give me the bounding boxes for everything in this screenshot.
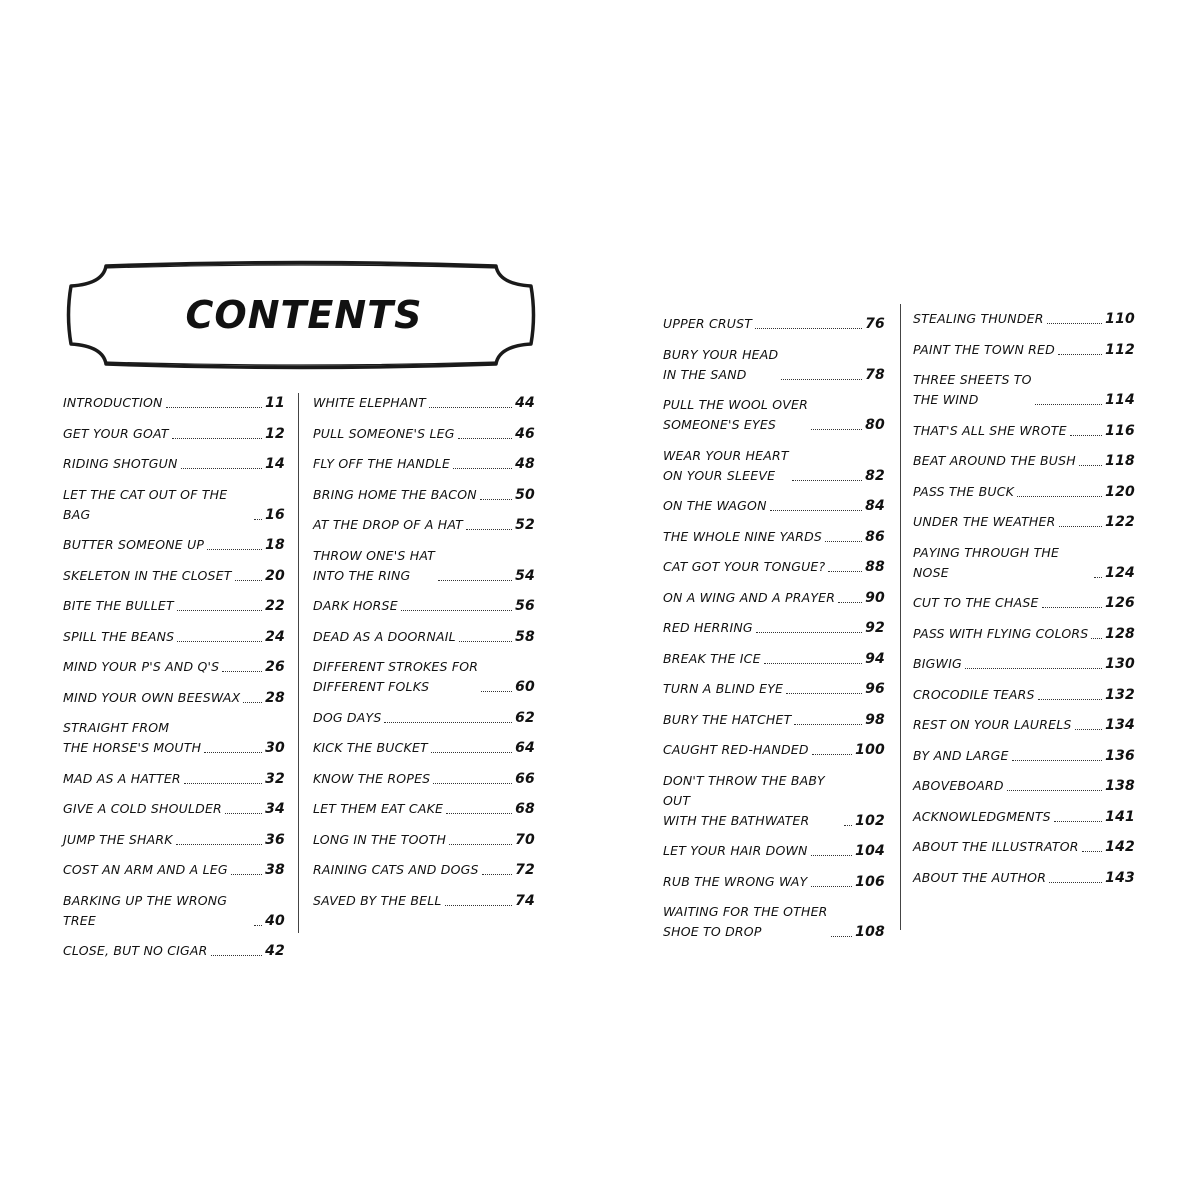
toc-entry-page: 32: [265, 770, 285, 787]
dot-leader: [445, 905, 513, 906]
dot-leader: [1042, 607, 1103, 608]
toc-entry: [663, 740, 885, 760]
dot-leader: [965, 668, 1102, 669]
toc-entry: [63, 535, 285, 555]
dot-leader: [181, 468, 263, 469]
toc-entry: [313, 860, 535, 880]
toc-entry-title: BARKING UP THE WRONG TREE: [63, 892, 228, 928]
toc-entry-page: 98: [865, 711, 885, 728]
toc-entry-title: DOG DAYS: [313, 709, 382, 725]
toc-entry-page: 82: [865, 467, 885, 484]
dot-leader: [1094, 577, 1102, 578]
dot-leader: [1038, 699, 1103, 700]
dot-leader: [755, 328, 862, 329]
toc-entry-page: 72: [515, 862, 535, 878]
toc-column-2: [313, 393, 535, 921]
toc-entry: [913, 715, 1135, 735]
dot-leader: [825, 541, 862, 542]
dot-leader: [1049, 882, 1102, 883]
toc-entry-title: LET YOUR HAIR DOWN: [663, 843, 808, 858]
toc-entry-page: 118: [1105, 453, 1135, 469]
toc-entry-page: 84: [865, 498, 885, 514]
toc-entry-page: 100: [855, 742, 885, 758]
toc-entry-page: 64: [515, 740, 535, 756]
toc-entry: [913, 340, 1135, 360]
dot-leader: [1079, 465, 1102, 466]
toc-entry-page: 141: [1105, 808, 1135, 825]
toc-entry-title: BURY YOUR HEAD IN THE SAND: [663, 346, 779, 382]
toc-entry-page: 86: [865, 528, 885, 545]
toc-entry: [913, 593, 1135, 613]
page-title: CONTENTS: [185, 293, 423, 337]
column-divider-left: [298, 393, 299, 933]
toc-entry: [313, 738, 535, 758]
toc-entry-title: LET THE CAT OUT OF THE BAG: [63, 486, 228, 522]
toc-entry-title: BURY THE HATCHET: [663, 711, 792, 727]
toc-entry-title: WHITE ELEPHANT: [313, 395, 426, 410]
toc-entry-title: SKELETON IN THE CLOSET: [63, 567, 232, 583]
toc-entry: [913, 421, 1135, 441]
toc-entry-title: SPILL THE BEANS: [63, 628, 175, 644]
toc-entry-title: MIND YOUR P'S AND Q'S: [63, 659, 220, 674]
dot-leader: [184, 783, 262, 784]
toc-entry-title: LET THEM EAT CAKE: [313, 801, 444, 816]
toc-entry-title: AT THE DROP OF A HAT: [313, 517, 464, 532]
toc-entry: [663, 841, 885, 861]
toc-entry: [913, 370, 1135, 410]
dot-leader: [1047, 323, 1103, 324]
toc-entry-page: 110: [1105, 311, 1135, 327]
dot-leader: [446, 813, 512, 814]
dot-leader: [1091, 638, 1102, 639]
toc-entry-title: REST ON YOUR LAURELS: [913, 717, 1072, 732]
toc-entry-page: 138: [1105, 778, 1135, 794]
dot-leader: [235, 580, 262, 581]
toc-entry-page: 122: [1105, 514, 1135, 530]
toc-entry-page: 94: [865, 650, 885, 667]
toc-entry-page: 66: [515, 770, 535, 787]
toc-entry-page: 142: [1105, 839, 1135, 855]
toc-entry: [913, 654, 1135, 674]
toc-entry-title: CUT TO THE CHASE: [913, 595, 1039, 610]
toc-entry-title: ON THE WAGON: [663, 498, 767, 513]
dot-leader: [1082, 851, 1103, 852]
toc-entry-page: 124: [1105, 564, 1135, 581]
toc-entry: [913, 543, 1135, 583]
toc-entry-page: 134: [1105, 717, 1135, 733]
toc-entry: [313, 769, 535, 789]
dot-leader: [811, 429, 862, 430]
toc-entry-title: DON'T THROW THE BABY OUT WITH THE BATHWATER: [663, 772, 825, 828]
toc-entry: [663, 872, 885, 892]
toc-entry: [63, 627, 285, 647]
toc-entry-page: 108: [855, 924, 885, 940]
dot-leader: [231, 874, 262, 875]
dot-leader: [177, 641, 262, 642]
toc-entry-page: 74: [515, 892, 535, 909]
toc-entry-page: 16: [265, 506, 285, 523]
dot-leader: [792, 480, 862, 481]
dot-leader: [225, 813, 262, 814]
dot-leader: [453, 468, 512, 469]
dot-leader: [1012, 760, 1103, 761]
toc-entry: [913, 746, 1135, 766]
dot-leader: [756, 632, 862, 633]
dot-leader: [449, 844, 512, 845]
dot-leader: [481, 691, 512, 692]
toc-entry: [313, 515, 535, 535]
toc-entry-title: ON A WING AND A PRAYER: [663, 589, 836, 605]
toc-entry-page: 48: [515, 456, 535, 472]
toc-entry-title: BRING HOME THE BACON: [313, 486, 477, 502]
dot-leader: [176, 844, 263, 845]
toc-entry-page: 132: [1105, 686, 1135, 703]
toc-entry: [663, 557, 885, 577]
toc-entry-title: UPPER CRUST: [663, 316, 753, 331]
toc-entry-title: CROCODILE TEARS: [913, 686, 1035, 702]
toc-entry-page: 80: [865, 417, 885, 433]
dot-leader: [431, 752, 512, 753]
toc-entry: [313, 393, 535, 413]
toc-entry-title: DIFFERENT STROKES FOR DIFFERENT FOLKS: [313, 659, 479, 694]
toc-entry: [63, 799, 285, 819]
toc-entry: [63, 566, 285, 586]
toc-entry-title: INTRODUCTION: [63, 395, 163, 410]
toc-entry-title: THAT'S ALL SHE WROTE: [913, 422, 1067, 438]
toc-entry-page: 106: [855, 873, 885, 890]
toc-entry-page: 70: [515, 831, 535, 848]
dot-leader: [794, 724, 862, 725]
toc-entry-title: MIND YOUR OWN BEESWAX: [63, 689, 241, 705]
toc-entry: [913, 868, 1135, 888]
toc-entry-page: 120: [1105, 483, 1135, 500]
toc-entry-page: 90: [865, 589, 885, 606]
toc-entry: [63, 596, 285, 616]
toc-entry: [913, 482, 1135, 502]
toc-entry-title: PASS THE BUCK: [913, 483, 1015, 499]
dot-leader: [786, 693, 862, 694]
toc-entry-title: THE WHOLE NINE YARDS: [663, 528, 823, 544]
toc-entry-title: CLOSE, BUT NO CIGAR: [63, 943, 208, 958]
toc-entry: [663, 395, 885, 435]
column-divider-right: [900, 304, 901, 930]
toc-entry-page: 12: [265, 425, 285, 442]
toc-entry: [663, 446, 885, 486]
toc-entry-page: 50: [515, 486, 535, 503]
toc-entry-title: ABOVEBOARD: [913, 778, 1004, 793]
dot-leader: [177, 610, 262, 611]
dot-leader: [1058, 354, 1102, 355]
toc-column-4: [913, 309, 1135, 898]
toc-entry-page: 44: [515, 395, 535, 411]
toc-entry-page: 22: [265, 598, 285, 614]
dot-leader: [459, 641, 512, 642]
toc-entry: [313, 424, 535, 444]
dot-leader: [844, 825, 852, 826]
toc-entry-page: 11: [265, 395, 285, 411]
toc-entry-page: 46: [515, 425, 535, 442]
toc-entry-page: 126: [1105, 595, 1135, 611]
toc-entry-title: RIDING SHOTGUN: [63, 456, 178, 471]
toc-entry: [63, 688, 285, 708]
toc-entry-title: KICK THE BUCKET: [313, 740, 428, 755]
dot-leader: [243, 702, 262, 703]
dot-leader: [222, 671, 262, 672]
toc-entry: [313, 891, 535, 911]
toc-entry: [313, 799, 535, 819]
toc-entry-page: 38: [265, 862, 285, 878]
toc-entry: [313, 830, 535, 850]
toc-entry-page: 40: [265, 912, 285, 929]
dot-leader: [254, 925, 262, 926]
toc-entry-title: ABOUT THE AUTHOR: [913, 869, 1047, 885]
toc-entry: [63, 941, 285, 961]
toc-entry: [63, 485, 285, 525]
toc-entry: [313, 546, 535, 586]
toc-entry-page: 62: [515, 709, 535, 726]
toc-entry-title: BITE THE BULLET: [63, 598, 174, 613]
toc-entry-title: STRAIGHT FROM THE HORSE'S MOUTH: [63, 720, 202, 755]
toc-entry: [63, 393, 285, 413]
toc-entry-title: GIVE A COLD SHOULDER: [63, 801, 222, 816]
toc-entry-title: LONG IN THE TOOTH: [313, 831, 447, 847]
toc-entry-page: 24: [265, 628, 285, 645]
toc-entry: [63, 454, 285, 474]
dot-leader: [172, 438, 262, 439]
dot-leader: [1075, 729, 1103, 730]
toc-entry-page: 54: [515, 567, 535, 584]
dot-leader: [1059, 526, 1103, 527]
toc-entry: [913, 451, 1135, 471]
toc-entry-title: COST AN ARM AND A LEG: [63, 862, 228, 877]
toc-entry-title: SAVED BY THE BELL: [313, 892, 442, 908]
toc-entry-title: FLY OFF THE HANDLE: [313, 456, 451, 471]
toc-entry-page: 60: [515, 679, 535, 695]
dot-leader: [828, 571, 862, 572]
dot-leader: [781, 379, 862, 380]
toc-column-1: [63, 393, 285, 972]
toc-entry: [313, 708, 535, 728]
dot-leader: [1017, 496, 1102, 497]
toc-entry-title: ACKNOWLEDGMENTS: [913, 808, 1051, 824]
toc-entry: [663, 771, 885, 831]
toc-entry-page: 56: [515, 598, 535, 614]
toc-entry-page: 28: [265, 689, 285, 706]
toc-entry: [63, 769, 285, 789]
contents-title-plate: [58, 258, 544, 372]
dot-leader: [166, 407, 262, 408]
toc-entry: [63, 830, 285, 850]
toc-entry: [913, 512, 1135, 532]
toc-entry-page: 92: [865, 620, 885, 636]
toc-entry-title: PULL SOMEONE'S LEG: [313, 425, 455, 441]
dot-leader: [204, 752, 262, 753]
toc-entry: [913, 624, 1135, 644]
toc-column-3: [663, 314, 885, 953]
toc-entry: [663, 527, 885, 547]
dot-leader: [770, 510, 862, 511]
toc-entry-page: 14: [265, 456, 285, 472]
toc-entry: [913, 837, 1135, 857]
toc-entry-title: GET YOUR GOAT: [63, 425, 169, 441]
toc-entry: [313, 454, 535, 474]
dot-leader: [211, 955, 263, 956]
dot-leader: [207, 549, 262, 550]
toc-entry: [313, 627, 535, 647]
dot-leader: [1035, 404, 1103, 405]
toc-entry-title: BEAT AROUND THE BUSH: [913, 453, 1076, 468]
toc-entry-page: 114: [1105, 392, 1135, 408]
toc-entry-title: WAITING FOR THE OTHER SHOE TO DROP: [663, 904, 828, 939]
toc-entry: [313, 596, 535, 616]
dot-leader: [1007, 790, 1102, 791]
toc-entry: [913, 309, 1135, 329]
toc-entry: [663, 710, 885, 730]
toc-entry-title: DARK HORSE: [313, 598, 398, 613]
toc-entry: [663, 588, 885, 608]
dot-leader: [831, 936, 853, 937]
toc-entry-page: 78: [865, 366, 885, 383]
toc-entry: [63, 860, 285, 880]
toc-entry-title: DEAD AS A DOORNAIL: [313, 628, 456, 644]
toc-entry-page: 36: [265, 831, 285, 848]
toc-entry-page: 128: [1105, 625, 1135, 642]
toc-entry: [913, 685, 1135, 705]
toc-entry-page: 26: [265, 659, 285, 675]
dot-leader: [812, 754, 852, 755]
toc-entry-title: UNDER THE WEATHER: [913, 514, 1056, 529]
toc-entry-page: 143: [1105, 869, 1135, 886]
dot-leader: [811, 855, 853, 856]
dot-leader: [438, 580, 512, 581]
toc-entry-page: 96: [865, 681, 885, 697]
toc-entry-page: 102: [855, 812, 885, 829]
toc-entry: [663, 649, 885, 669]
toc-entry-title: RED HERRING: [663, 620, 753, 635]
toc-entry-title: THROW ONE'S HAT INTO THE RING: [313, 547, 436, 583]
toc-entry: [913, 776, 1135, 796]
toc-entry-title: PASS WITH FLYING COLORS: [913, 625, 1089, 641]
toc-entry: [313, 657, 535, 697]
toc-entry-page: 104: [855, 843, 885, 859]
dot-leader: [384, 722, 512, 723]
toc-entry-title: KNOW THE ROPES: [313, 770, 431, 786]
toc-entry-title: CAT GOT YOUR TONGUE?: [663, 559, 826, 574]
toc-entry: [63, 657, 285, 677]
toc-entry-title: CAUGHT RED-HANDED: [663, 742, 809, 757]
toc-entry-page: 116: [1105, 422, 1135, 439]
toc-entry-page: 34: [265, 801, 285, 817]
toc-entry-title: ABOUT THE ILLUSTRATOR: [913, 839, 1079, 854]
toc-entry: [663, 679, 885, 699]
toc-entry-page: 58: [515, 628, 535, 645]
toc-entry-title: BUTTER SOMEONE UP: [63, 537, 205, 552]
toc-entry-title: PAYING THROUGH THE NOSE: [913, 544, 1060, 580]
toc-entry: [63, 718, 285, 758]
toc-entry: [663, 345, 885, 385]
toc-entry-title: BY AND LARGE: [913, 747, 1009, 763]
toc-entry-page: 136: [1105, 747, 1135, 764]
dot-leader: [764, 663, 862, 664]
dot-leader: [1070, 435, 1102, 436]
toc-entry: [663, 496, 885, 516]
dot-leader: [458, 438, 512, 439]
toc-entry: [663, 902, 885, 942]
toc-entry-page: 130: [1105, 656, 1135, 672]
dot-leader: [429, 407, 512, 408]
toc-entry-title: RUB THE WRONG WAY: [663, 873, 808, 889]
dot-leader: [401, 610, 512, 611]
toc-entry-title: STEALING THUNDER: [913, 311, 1044, 326]
toc-entry: [63, 424, 285, 444]
toc-entry: [663, 618, 885, 638]
toc-entry-title: MAD AS A HATTER: [63, 770, 181, 786]
toc-entry: [913, 807, 1135, 827]
toc-entry: [63, 891, 285, 931]
toc-entry-title: THREE SHEETS TO THE WIND: [913, 372, 1032, 407]
toc-entry-title: PAINT THE TOWN RED: [913, 341, 1055, 357]
dot-leader: [811, 886, 853, 887]
dot-leader: [254, 519, 262, 520]
toc-entry-page: 112: [1105, 341, 1135, 358]
toc-entry-title: BREAK THE ICE: [663, 650, 761, 666]
toc-entry-page: 42: [265, 943, 285, 959]
dot-leader: [480, 499, 512, 500]
toc-entry-page: 76: [865, 316, 885, 332]
dot-leader: [838, 602, 862, 603]
toc-entry-title: BIGWIG: [913, 656, 962, 671]
toc-entry-title: PULL THE WOOL OVER SOMEONE'S EYES: [663, 397, 809, 432]
toc-entry: [313, 485, 535, 505]
dot-leader: [1054, 821, 1102, 822]
dot-leader: [482, 874, 512, 875]
toc-entry-page: 20: [265, 567, 285, 584]
toc-entry-page: 68: [515, 801, 535, 817]
toc-entry-title: WEAR YOUR HEART ON YOUR SLEEVE: [663, 447, 789, 483]
dot-leader: [466, 529, 512, 530]
toc-entry-page: 88: [865, 559, 885, 575]
toc-entry-title: RAINING CATS AND DOGS: [313, 862, 479, 877]
toc-entry-title: TURN A BLIND EYE: [663, 681, 784, 696]
toc-entry-page: 30: [265, 740, 285, 756]
toc-entry-page: 18: [265, 537, 285, 553]
dot-leader: [433, 783, 512, 784]
toc-entry: [663, 314, 885, 334]
toc-entry-title: JUMP THE SHARK: [63, 831, 173, 847]
toc-entry-page: 52: [515, 517, 535, 533]
